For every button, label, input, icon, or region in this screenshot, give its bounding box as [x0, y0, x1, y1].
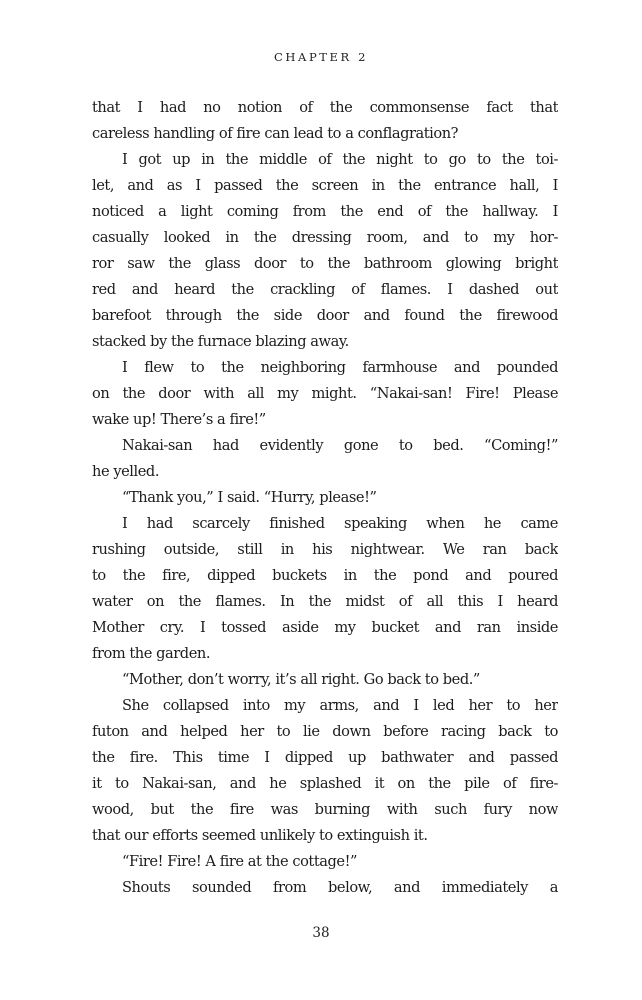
- text-line: Shouts sounded from below, and immediately a: [122, 879, 558, 896]
- text-line: that I had no notion of the commonsense fact that: [92, 99, 558, 116]
- text-line: “Mother, don’t worry, it’s all right. Go back to bed.”: [122, 671, 480, 688]
- text-line: casually looked in the dressing room, and to my hor-: [92, 229, 558, 246]
- text-line: She collapsed into my arms, and I led her to her: [122, 697, 558, 714]
- text-line: wood, but the fire was burning with such fury now: [92, 801, 558, 818]
- body-text: [92, 95, 558, 901]
- text-line: let, and as I passed the screen in the entrance hall, I: [92, 177, 558, 194]
- text-line: “Fire! Fire! A fire at the cottage!”: [122, 853, 358, 870]
- text-line: stacked by the furnace blazing away.: [92, 333, 349, 350]
- text-line: wake up! There’s a fire!”: [92, 411, 266, 428]
- text-line: barefoot through the side door and found the firewood: [92, 307, 558, 324]
- text-line: it to Nakai-san, and he splashed it on the pile of fire-: [92, 775, 558, 792]
- text-line: I got up in the middle of the night to go to the toi-: [122, 151, 558, 168]
- text-line: the fire. This time I dipped up bathwater and passed: [92, 749, 558, 766]
- text-line: “Thank you,” I said. “Hurry, please!”: [122, 489, 377, 506]
- text-line: Mother cry. I tossed aside my bucket and ran inside: [92, 619, 558, 636]
- text-line: noticed a light coming from the end of the hallway. I: [92, 203, 558, 220]
- page-number: 38: [312, 925, 330, 941]
- text-line: to the fire, dipped buckets in the pond and poured: [92, 567, 558, 584]
- text-line: futon and helped her to lie down before racing back to: [92, 723, 558, 740]
- text-line: on the door with all my might. “Nakai-san! Fire! Please: [92, 385, 558, 402]
- text-line: Nakai-san had evidently gone to bed. “Coming!”: [122, 437, 558, 454]
- text-line: from the garden.: [92, 645, 211, 662]
- text-line: I flew to the neighboring farmhouse and pounded: [122, 359, 558, 376]
- text-line: ror saw the glass door to the bathroom glowing bright: [92, 255, 558, 272]
- text-line: careless handling of fire can lead to a conflagration?: [92, 125, 459, 142]
- text-line: he yelled.: [92, 463, 160, 480]
- text-line: water on the flames. In the midst of all this I heard: [92, 593, 558, 610]
- running-head: CHAPTER 2: [274, 50, 368, 64]
- text-line: that our efforts seemed unlikely to extinguish it.: [92, 827, 428, 844]
- text-line: rushing outside, still in his nightwear. We ran back: [92, 541, 558, 558]
- text-line: I had scarcely finished speaking when he came: [122, 515, 558, 532]
- text-line: red and heard the crackling of flames. I dashed out: [92, 281, 558, 298]
